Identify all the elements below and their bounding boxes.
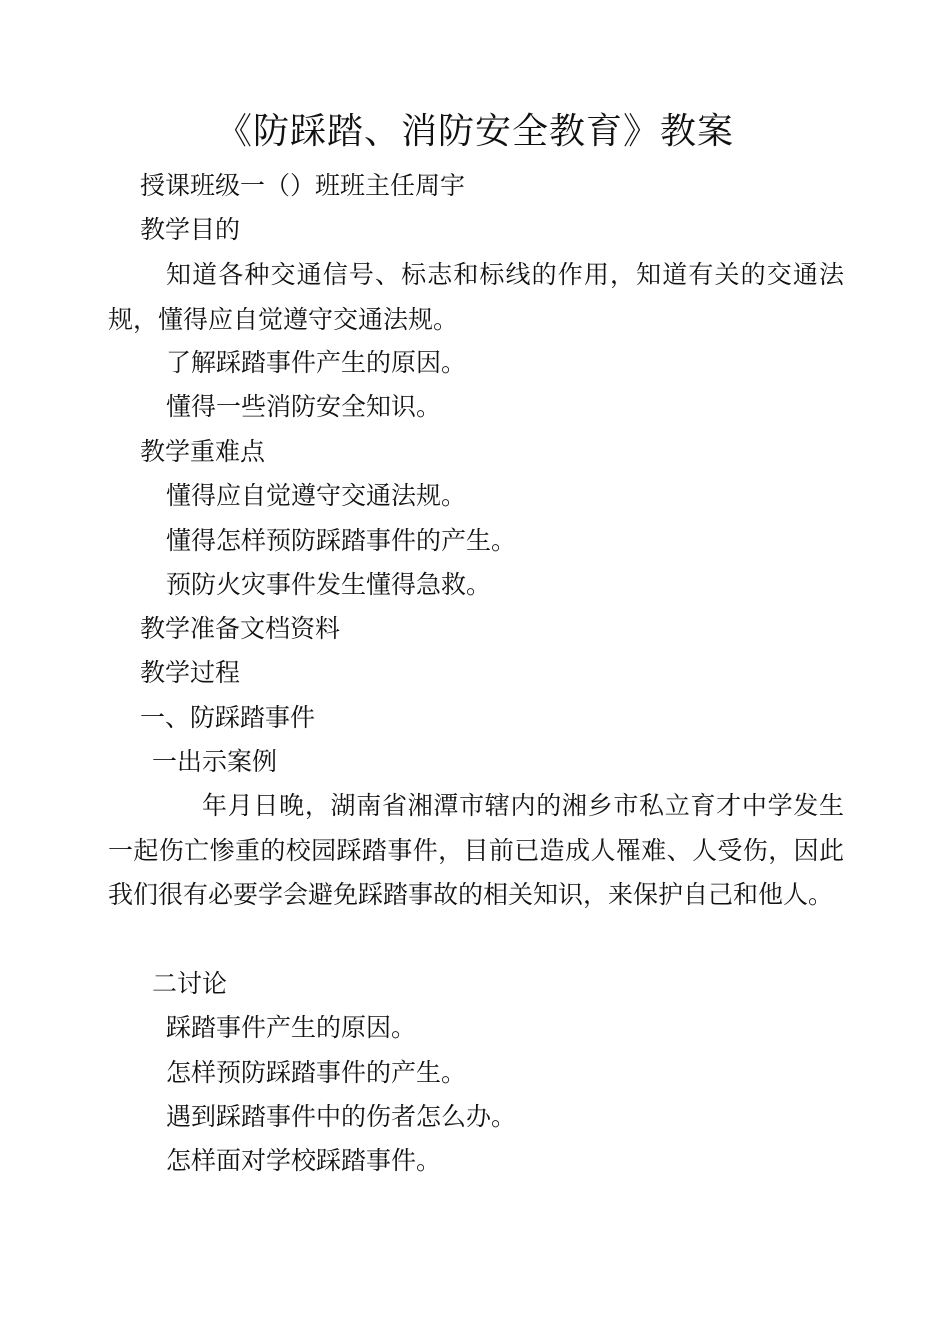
subsection-2-heading: 二讨论 <box>152 969 228 998</box>
section-1-heading: 一、防踩踏事件 <box>140 703 316 732</box>
preparation: 教学准备文档资料 <box>140 614 341 643</box>
discussion-3: 遇到踩踏事件中的伤者怎么办。 <box>166 1102 517 1131</box>
class-info: 授课班级一（）班班主任周宇 <box>140 171 466 200</box>
key-point-3: 预防火灾事件发生懂得急救。 <box>166 570 492 599</box>
objective-1: 知道各种交通信号、标志和标线的作用，知道有关的交通法规，懂得应自觉遵守交通法规。 <box>108 260 844 334</box>
key-point-2: 懂得怎样预防踩踏事件的产生。 <box>166 526 517 555</box>
objective-3: 懂得一些消防安全知识。 <box>166 392 442 421</box>
discussion-1: 踩踏事件产生的原因。 <box>166 1013 417 1042</box>
case-text: 年月日晚，湖南省湘潭市辖内的湘乡市私立育才中学发生一起伤亡惨重的校园踩踏事件，目前已造成人罹难、人受伤，因此我们很有必要学会避免踩踏事故的相关知识，来保护自己和他人。 <box>108 791 844 909</box>
discussion-2: 怎样预防踩踏事件的产生。 <box>166 1058 467 1087</box>
discussion-4: 怎样面对学校踩踏事件。 <box>166 1146 442 1175</box>
key-point-1: 懂得应自觉遵守交通法规。 <box>166 481 467 510</box>
key-points-heading: 教学重难点 <box>140 437 266 466</box>
objective-2: 了解踩踏事件产生的原因。 <box>166 348 467 377</box>
objectives-heading: 教学目的 <box>140 215 241 244</box>
document-title: 《防踩踏、消防安全教育》教案 <box>215 111 734 152</box>
subsection-1-heading: 一出示案例 <box>152 747 278 776</box>
process-heading: 教学过程 <box>140 658 241 687</box>
